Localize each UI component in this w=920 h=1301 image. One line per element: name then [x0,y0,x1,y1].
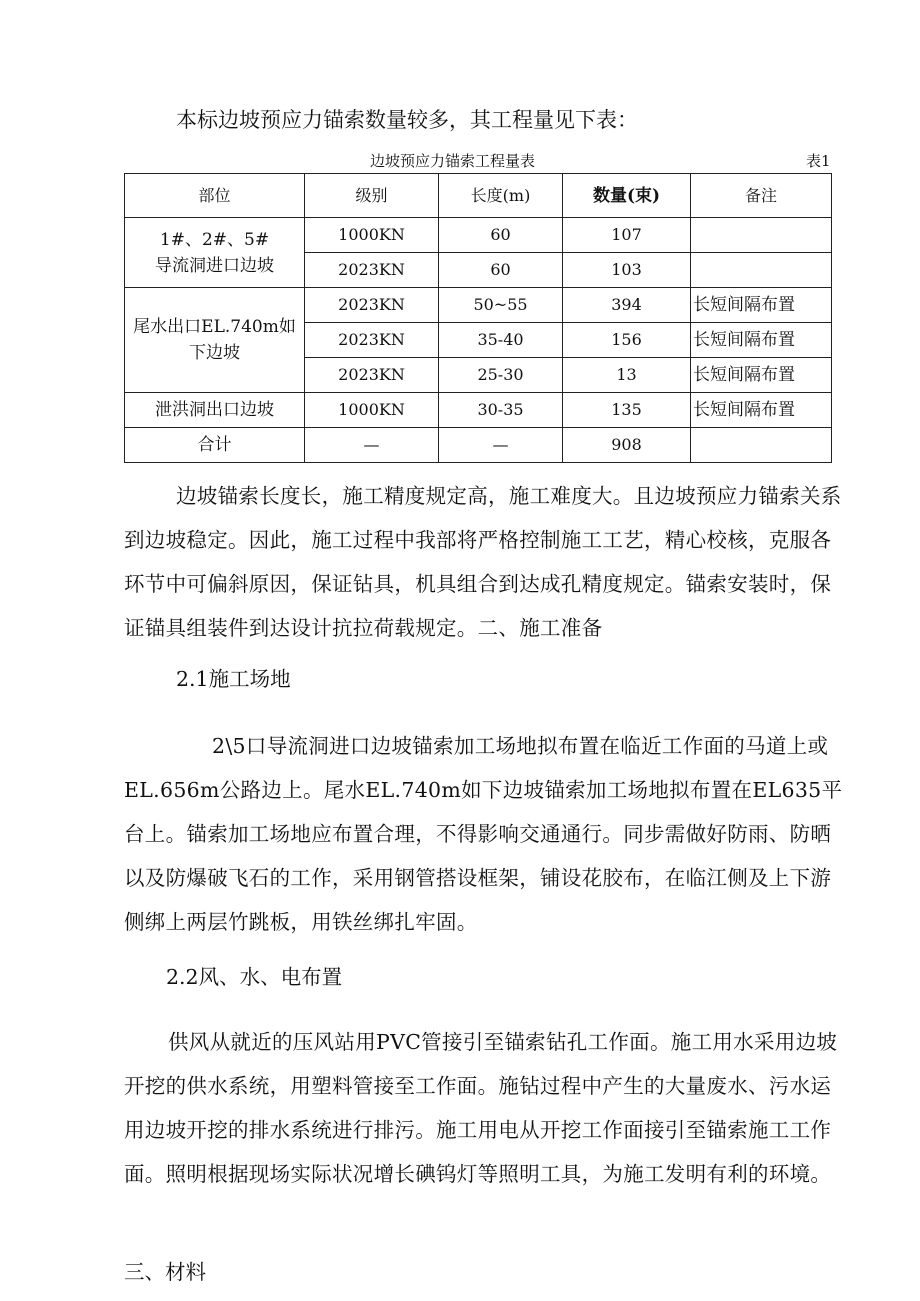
anchor-quantity-table [124,173,832,463]
note-cell: 长短间隔布置 [691,323,832,358]
location-line: 尾水出口EL.740m如 [133,317,296,337]
count-cell: 13 [563,358,691,393]
grade-cell: 1000KN [305,218,439,253]
grade-cell: 1000KN [305,393,439,428]
paragraph-site: 2\5口导流洞进口边坡锚索加工场地拟布置在临近工作面的马道上或EL.656m公路边上。尾水EL.740m如下边坡锚索加工场地拟布置在EL635平台上。锚索加工场地应布置合理，不得影响交通通行。同步需做好防雨、防晒以及防爆破飞石的工作，采用钢管搭设框架，铺设花胶布，在临江侧及上下游侧绑上两层竹跳板，用铁丝绑扎牢固。 [124,734,843,934]
grade-cell: 2023KN [305,253,439,288]
location-cell [125,288,305,393]
length-cell: 60 [439,218,563,253]
total-grade: — [305,428,439,463]
table-number: 表1 [806,152,831,170]
note-cell [691,218,832,253]
location-line: 导流洞进口边坡 [155,255,274,276]
length-cell: 25-30 [439,358,563,393]
header-length: 长度(m) [439,174,563,218]
section-heading-3: 三、材料 [124,1260,206,1284]
header-note: 备注 [691,174,832,218]
paragraph-precision: 边坡锚索长度长，施工精度规定高，施工难度大。且边坡预应力锚索关系到边坡稳定。因此，施工过程中我部将严格控制施工工艺，精心校核，克服各环节中可偏斜原因，保证钻具，机具组合到达成孔精度规定。锚索安装时，保证锚具组装件到达设计抗拉荷载规定。二、施工准备 [124,484,842,640]
section-heading-2-1: 2.1施工场地 [176,667,291,691]
count-cell: 394 [563,288,691,323]
paragraph-utilities: 供风从就近的压风站用PVC管接引至锚索钻孔工作面。施工用水采用边坡开挖的供水系统，用塑料管接至工作面。施钻过程中产生的大量废水、污水运用边坡开挖的排水系统进行排污。施工用电从开挖工作面接引至锚索施工工作面。照明根据现场实际状况增长碘钨灯等照明工具，为施工发明有利的环境。 [124,1030,838,1186]
count-cell: 103 [563,253,691,288]
length-cell: 60 [439,253,563,288]
count-cell: 107 [563,218,691,253]
location-line: 1#、2#、5# [159,229,270,250]
location-cell [125,218,305,288]
length-cell: 30-35 [439,393,563,428]
count-cell: 156 [563,323,691,358]
note-cell [691,253,832,288]
grade-cell: 2023KN [305,358,439,393]
grade-cell: 2023KN [305,288,439,323]
table-total-row [125,428,832,463]
location-line: 下边坡 [189,343,240,363]
table-row [125,218,832,253]
table-row [125,393,832,428]
total-length: — [439,428,563,463]
length-cell: 35-40 [439,323,563,358]
location-cell: 泄洪洞出口边坡 [125,393,305,428]
grade-cell: 2023KN [305,323,439,358]
note-cell: 长短间隔布置 [691,288,832,323]
note-cell: 长短间隔布置 [691,358,832,393]
header-grade: 级别 [305,174,439,218]
header-location: 部位 [125,174,305,218]
table-row [125,288,832,323]
total-note [691,428,832,463]
note-cell: 长短间隔布置 [691,393,832,428]
total-label: 合计 [125,428,305,463]
table-title: 边坡预应力锚索工程量表 [370,152,536,170]
section-heading-2-2: 2.2风、水、电布置 [166,965,343,989]
intro-text: 本标边坡预应力锚索数量较多，其工程量见下表： [176,108,638,132]
length-cell: 50~55 [439,288,563,323]
header-count: 数量(束) [563,174,691,218]
table-header-row [125,174,832,218]
count-cell: 135 [563,393,691,428]
total-count: 908 [563,428,691,463]
